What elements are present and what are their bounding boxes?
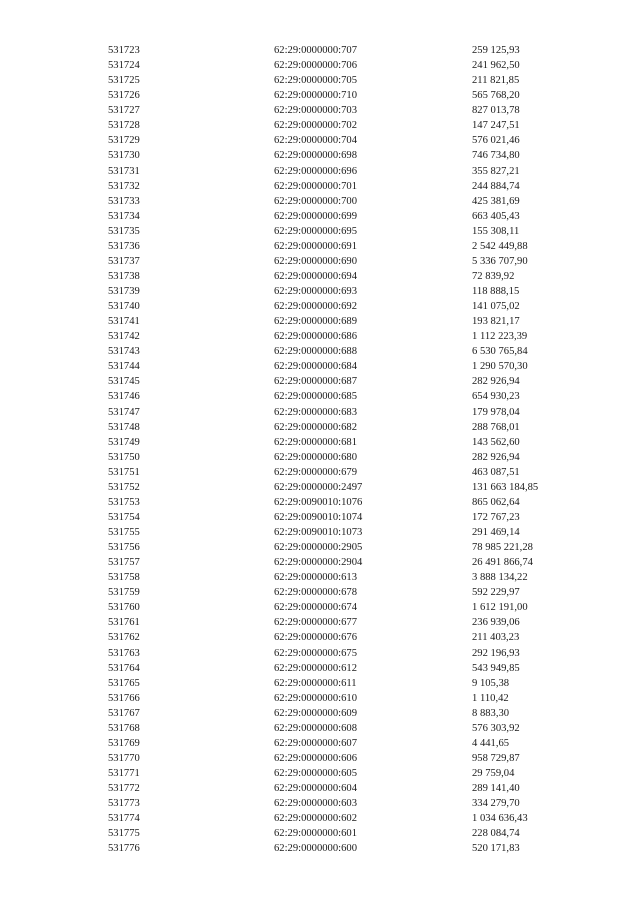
cadastral-value: 463 087,51: [472, 466, 520, 478]
table-row: [108, 796, 582, 811]
cadastral-value: 236 939,06: [472, 617, 520, 629]
table-row: [108, 510, 582, 525]
table-row: [108, 826, 582, 841]
cadastral-number: 62:29:0000000:683: [274, 406, 357, 418]
row-id: 531768: [108, 722, 140, 734]
cadastral-number: 62:29:0000000:675: [274, 647, 357, 659]
cadastral-value: 5 336 707,90: [472, 255, 528, 267]
cadastral-number: 62:29:0000000:610: [274, 692, 357, 704]
cadastral-number: 62:29:0000000:674: [274, 602, 357, 614]
cadastral-number: 62:29:0000000:689: [274, 316, 357, 328]
cadastral-number: 62:29:0000000:705: [274, 75, 357, 87]
cadastral-value: 1 112 223,39: [472, 331, 528, 343]
table-row: [108, 450, 582, 465]
table-row: [108, 73, 582, 88]
table-row: [108, 239, 582, 254]
row-id: 531748: [108, 421, 140, 433]
table-row: [108, 706, 582, 721]
row-id: 531754: [108, 511, 140, 523]
table-row: [108, 194, 582, 209]
cadastral-value: 425 381,69: [472, 195, 520, 207]
cadastral-value: 592 229,97: [472, 587, 520, 599]
table-row: [108, 570, 582, 585]
cadastral-number: 62:29:0000000:607: [274, 737, 357, 749]
cadastral-number: 62:29:0000000:682: [274, 421, 357, 433]
cadastral-number: 62:29:0000000:678: [274, 587, 357, 599]
cadastral-value: 663 405,43: [472, 210, 520, 222]
table-row: [108, 43, 582, 58]
cadastral-value: 1 290 570,30: [472, 361, 528, 373]
table-row: [108, 314, 582, 329]
cadastral-value: 827 013,78: [472, 105, 520, 117]
table-row: [108, 600, 582, 615]
row-id: 531776: [108, 843, 140, 855]
cadastral-number: 62:29:0000000:2905: [274, 542, 363, 554]
cadastral-number: 62:29:0000000:680: [274, 451, 357, 463]
table-row: [108, 540, 582, 555]
table-row: [108, 420, 582, 435]
cadastral-number: 62:29:0000000:695: [274, 225, 357, 237]
table-row: [108, 284, 582, 299]
row-id: 531750: [108, 451, 140, 463]
row-id: 531732: [108, 180, 140, 192]
cadastral-number: 62:29:0000000:604: [274, 783, 357, 795]
cadastral-value: 259 125,93: [472, 45, 520, 56]
cadastral-number: 62:29:0000000:687: [274, 376, 357, 388]
cadastral-number: 62:29:0000000:677: [274, 617, 357, 629]
row-id: 531725: [108, 75, 140, 87]
row-id: 531772: [108, 783, 140, 795]
row-id: 531737: [108, 255, 140, 267]
row-id: 531724: [108, 60, 140, 72]
cadastral-value: 4 441,65: [472, 737, 510, 749]
table-row: [108, 164, 582, 179]
cadastral-number: 62:29:0000000:688: [274, 346, 357, 358]
cadastral-value: 141 075,02: [472, 301, 520, 313]
cadastral-value: 1 034 636,43: [472, 813, 528, 825]
cadastral-value: 334 279,70: [472, 798, 520, 810]
cadastral-value: 289 141,40: [472, 783, 520, 795]
row-id: 531769: [108, 737, 140, 749]
table-row: [108, 58, 582, 73]
cadastral-value: 3 888 134,22: [472, 572, 528, 584]
cadastral-value: 172 767,23: [472, 511, 520, 523]
cadastral-value: 244 884,74: [472, 180, 520, 192]
row-id: 531759: [108, 587, 140, 599]
cadastral-value: 746 734,80: [472, 150, 520, 162]
cadastral-value: 576 303,92: [472, 722, 520, 734]
cadastral-number: 62:29:0000000:613: [274, 572, 357, 584]
row-id: 531752: [108, 481, 140, 493]
row-id: 531726: [108, 90, 140, 102]
row-id: 531731: [108, 165, 140, 177]
table-row: [108, 389, 582, 404]
row-id: 531740: [108, 301, 140, 313]
table-row: [108, 615, 582, 630]
table-row: [108, 179, 582, 194]
cadastral-number: 62:29:0000000:691: [274, 240, 357, 252]
table-body: [108, 43, 582, 856]
table-row: [108, 103, 582, 118]
cadastral-value: 6 530 765,84: [472, 346, 528, 358]
cadastral-number: 62:29:0000000:699: [274, 210, 357, 222]
row-id: 531751: [108, 466, 140, 478]
table-row: [108, 480, 582, 495]
row-id: 531774: [108, 813, 140, 825]
cadastral-number: 62:29:0000000:605: [274, 768, 357, 779]
cadastral-value: 9 105,38: [472, 677, 510, 689]
cadastral-value: 193 821,17: [472, 316, 520, 328]
table-row: [108, 721, 582, 736]
cadastral-number: 62:29:0000000:603: [274, 798, 357, 810]
table-row: [108, 676, 582, 691]
table-row: [108, 751, 582, 766]
table-row: [108, 405, 582, 420]
cadastral-value: 211 403,23: [472, 632, 520, 644]
cadastral-number: 62:29:0000000:602: [274, 813, 357, 825]
cadastral-value: 355 827,21: [472, 165, 520, 177]
row-id: 531730: [108, 150, 140, 162]
row-id: 531763: [108, 647, 140, 659]
cadastral-value: 29 759,04: [472, 768, 515, 779]
table-row: [108, 555, 582, 570]
cadastral-number: 62:29:0000000:692: [274, 301, 357, 313]
cadastral-value-table: [108, 43, 582, 856]
table-row: [108, 435, 582, 450]
table-row: [108, 224, 582, 239]
cadastral-value: 241 962,50: [472, 60, 520, 72]
row-id: 531727: [108, 105, 140, 117]
row-id: 531739: [108, 286, 140, 297]
row-id: 531755: [108, 527, 140, 538]
cadastral-number: 62:29:0000000:704: [274, 135, 357, 147]
cadastral-number: 62:29:0000000:706: [274, 60, 357, 72]
row-id: 531746: [108, 391, 140, 403]
row-id: 531767: [108, 707, 140, 719]
table-row: [108, 495, 582, 510]
cadastral-number: 62:29:0000000:707: [274, 45, 357, 56]
row-id: 531745: [108, 376, 140, 388]
table-row: [108, 661, 582, 676]
row-id: 531733: [108, 195, 140, 207]
row-id: 531735: [108, 225, 140, 237]
cadastral-number: 62:29:0000000:611: [274, 677, 357, 689]
cadastral-value: 72 839,92: [472, 270, 515, 282]
cadastral-value: 282 926,94: [472, 451, 520, 463]
cadastral-value: 291 469,14: [472, 527, 520, 538]
row-id: 531775: [108, 828, 140, 840]
row-id: 531744: [108, 361, 140, 373]
cadastral-value: 865 062,64: [472, 496, 520, 508]
table-row: [108, 766, 582, 781]
cadastral-number: 62:29:0000000:703: [274, 105, 357, 117]
table-row: [108, 148, 582, 163]
row-id: 531729: [108, 135, 140, 147]
table-row: [108, 209, 582, 224]
cadastral-number: 62:29:0090010:1073: [274, 527, 363, 538]
table-row: [108, 781, 582, 796]
cadastral-value: 2 542 449,88: [472, 240, 528, 252]
table-row: [108, 329, 582, 344]
cadastral-value: 288 768,01: [472, 421, 520, 433]
table-row: [108, 525, 582, 540]
row-id: 531741: [108, 316, 140, 328]
row-id: 531753: [108, 496, 140, 508]
row-id: 531723: [108, 45, 140, 56]
cadastral-number: 62:29:0000000:684: [274, 361, 357, 373]
cadastral-value: 520 171,83: [472, 843, 520, 855]
row-id: 531743: [108, 346, 140, 358]
cadastral-value: 179 978,04: [472, 406, 520, 418]
cadastral-value: 565 768,20: [472, 90, 520, 102]
table-row: [108, 465, 582, 480]
cadastral-number: 62:29:0000000:606: [274, 752, 357, 764]
cadastral-value: 155 308,11: [472, 225, 520, 237]
cadastral-value: 78 985 221,28: [472, 542, 533, 554]
table-row: [108, 841, 582, 856]
cadastral-number: 62:29:0000000:698: [274, 150, 357, 162]
table-row: [108, 736, 582, 751]
cadastral-number: 62:29:0000000:608: [274, 722, 357, 734]
row-id: 531758: [108, 572, 140, 584]
row-id: 531771: [108, 768, 140, 779]
cadastral-number: 62:29:0000000:693: [274, 286, 357, 297]
cadastral-value: 147 247,51: [472, 120, 520, 132]
row-id: 531760: [108, 602, 140, 614]
cadastral-value: 576 021,46: [472, 135, 520, 147]
cadastral-number: 62:29:0000000:609: [274, 707, 357, 719]
cadastral-number: 62:29:0090010:1076: [274, 496, 363, 508]
cadastral-value: 1 110,42: [472, 692, 509, 704]
row-id: 531738: [108, 270, 140, 282]
table-row: [108, 374, 582, 389]
cadastral-value: 543 949,85: [472, 662, 520, 674]
table-row: [108, 691, 582, 706]
table-row: [108, 630, 582, 645]
cadastral-number: 62:29:0000000:701: [274, 180, 357, 192]
cadastral-value: 211 821,85: [472, 75, 520, 87]
table-row: [108, 811, 582, 826]
cadastral-number: 62:29:0000000:600: [274, 843, 357, 855]
cadastral-value: 8 883,30: [472, 707, 510, 719]
cadastral-number: 62:29:0000000:694: [274, 270, 357, 282]
cadastral-value: 26 491 866,74: [472, 557, 533, 569]
cadastral-value: 292 196,93: [472, 647, 520, 659]
row-id: 531757: [108, 557, 140, 569]
row-id: 531762: [108, 632, 140, 644]
table-row: [108, 88, 582, 103]
cadastral-value: 118 888,15: [472, 286, 520, 297]
table-row: [108, 299, 582, 314]
row-id: 531728: [108, 120, 140, 132]
cadastral-number: 62:29:0000000:679: [274, 466, 357, 478]
row-id: 531742: [108, 331, 140, 343]
table-row: [108, 646, 582, 661]
cadastral-number: 62:29:0000000:2497: [274, 481, 363, 493]
table-row: [108, 359, 582, 374]
cadastral-number: 62:29:0000000:681: [274, 436, 357, 448]
cadastral-number: 62:29:0000000:2904: [274, 557, 363, 569]
table-row: [108, 254, 582, 269]
cadastral-number: 62:29:0000000:601: [274, 828, 357, 840]
cadastral-value: 282 926,94: [472, 376, 520, 388]
cadastral-number: 62:29:0000000:696: [274, 165, 357, 177]
cadastral-value: 131 663 184,85: [472, 481, 539, 493]
cadastral-value: 654 930,23: [472, 391, 520, 403]
cadastral-value: 1 612 191,00: [472, 602, 528, 614]
row-id: 531736: [108, 240, 140, 252]
row-id: 531766: [108, 692, 140, 704]
cadastral-value: 228 084,74: [472, 828, 520, 840]
table-row: [108, 118, 582, 133]
row-id: 531773: [108, 798, 140, 810]
row-id: 531770: [108, 752, 140, 764]
cadastral-number: 62:29:0000000:685: [274, 391, 357, 403]
cadastral-number: 62:29:0000000:710: [274, 90, 357, 102]
row-id: 531764: [108, 662, 140, 674]
row-id: 531761: [108, 617, 140, 629]
row-id: 531756: [108, 542, 140, 554]
cadastral-number: 62:29:0000000:702: [274, 120, 357, 132]
table-row: [108, 585, 582, 600]
cadastral-number: 62:29:0000000:690: [274, 255, 357, 267]
cadastral-number: 62:29:0000000:676: [274, 632, 357, 644]
cadastral-value: 143 562,60: [472, 436, 520, 448]
row-id: 531734: [108, 210, 140, 222]
table-row: [108, 133, 582, 148]
cadastral-number: 62:29:0000000:612: [274, 662, 357, 674]
cadastral-number: 62:29:0000000:700: [274, 195, 357, 207]
row-id: 531765: [108, 677, 140, 689]
row-id: 531747: [108, 406, 140, 418]
cadastral-value: 958 729,87: [472, 752, 520, 764]
cadastral-number: 62:29:0000000:686: [274, 331, 357, 343]
table-row: [108, 344, 582, 359]
table-row: [108, 269, 582, 284]
cadastral-number: 62:29:0090010:1074: [274, 511, 363, 523]
row-id: 531749: [108, 436, 140, 448]
